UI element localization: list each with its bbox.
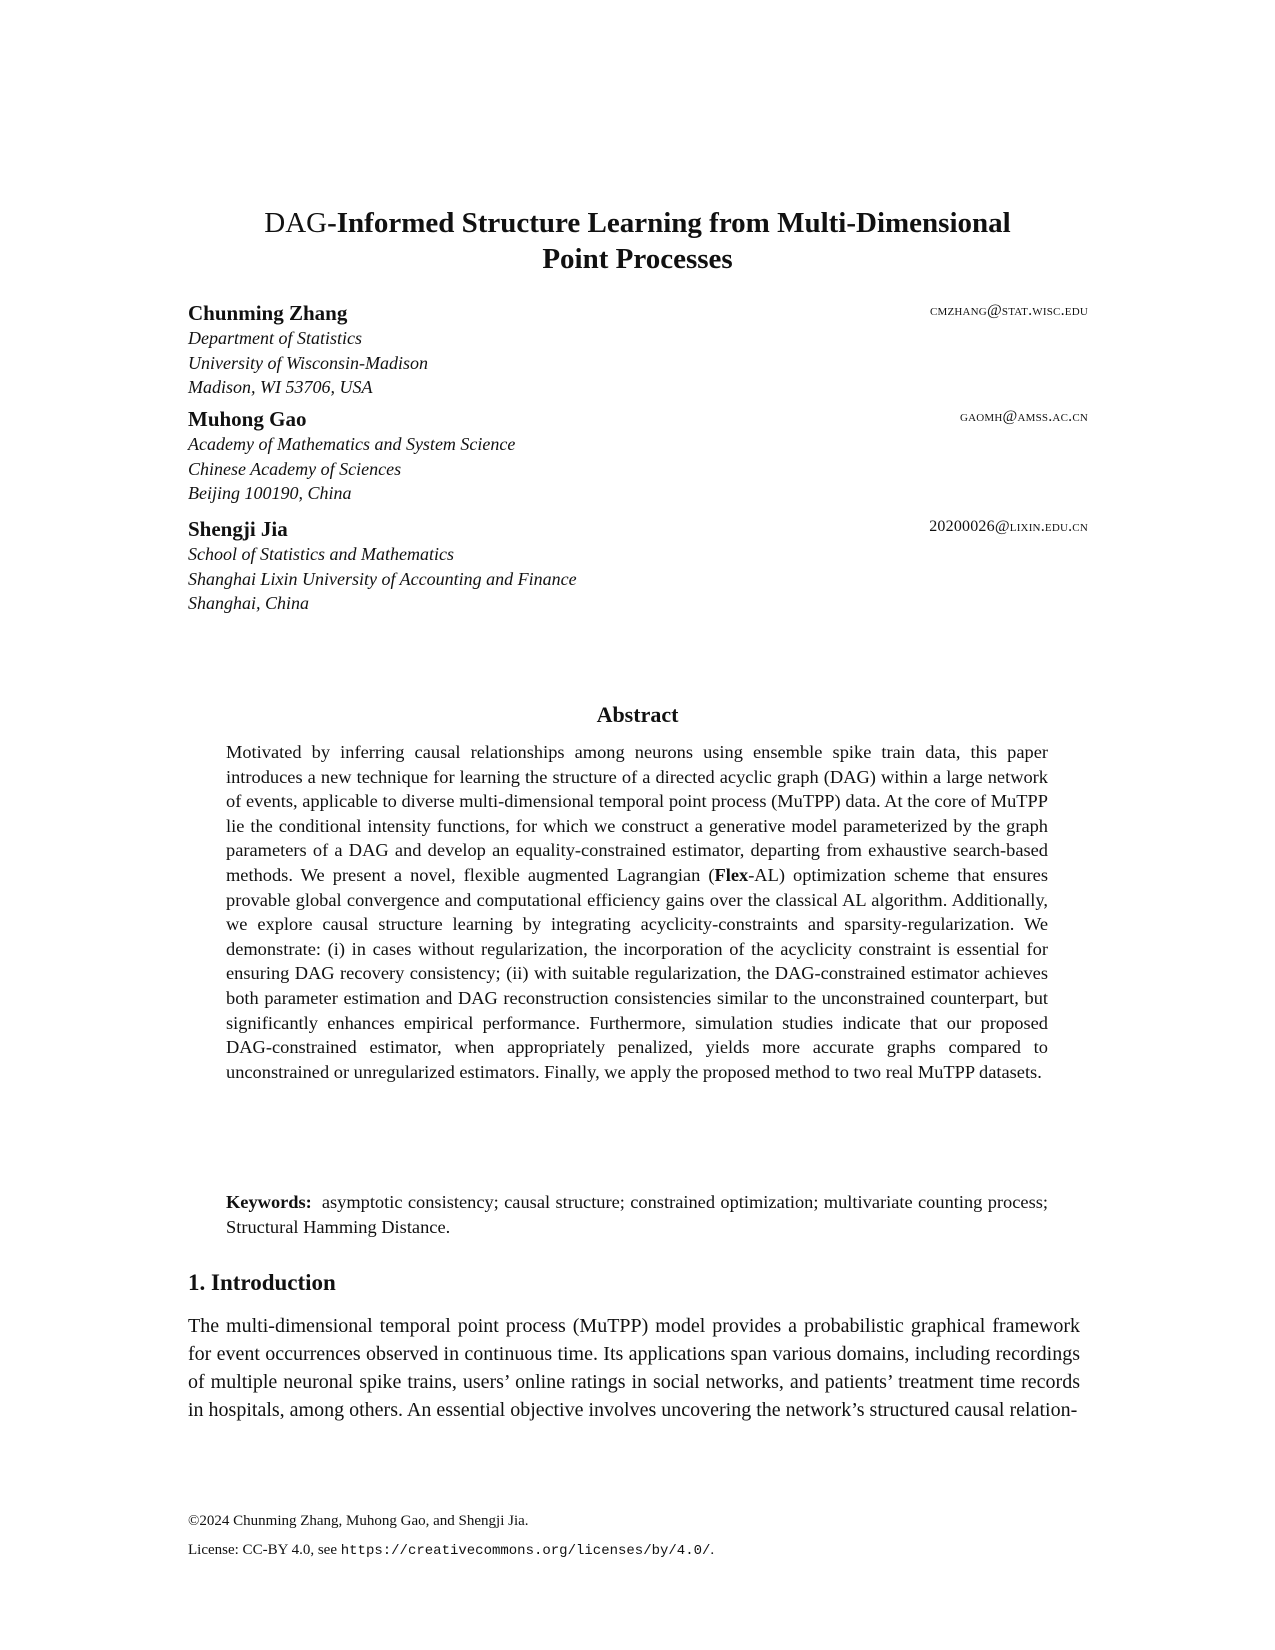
author-affiliation-line: Shanghai, China [188,593,310,613]
license-suffix: . [710,1542,715,1558]
author-name: Chunming Zhang [188,301,348,325]
author-block-1 [188,300,1088,400]
license-notice [188,1542,1088,1559]
author-affiliation-line: Beijing 100190, China [188,483,352,503]
license-prefix: License: CC-BY 4.0, see [188,1542,341,1558]
author-affiliation-line: School of Statistics and Mathematics [188,544,454,564]
author-name: Muhong Gao [188,407,307,431]
author-email[interactable]: gaomh@amss.ac.cn [959,408,1088,425]
abstract-bold-term: Flex [714,864,749,885]
paper-title [180,205,1095,277]
author-affiliation-line: Chinese Academy of Sciences [188,458,402,479]
title-prefix: DAG [264,207,328,239]
keywords-text: asymptotic consistency; causal structure; constrained optimization; multivariate counting process; Structural Hamming Distance. [226,1192,1048,1237]
author-block-2 [188,406,1088,506]
keywords [226,1190,1048,1239]
author-affiliation-line: University of Wisconsin-Madison [188,352,428,373]
author-affiliation-line: Madison, WI 53706, USA [188,377,373,397]
author-name: Shengji Jia [188,517,288,541]
section-heading-introduction: 1. Introduction [188,1270,336,1295]
author-block-3 [188,516,1088,616]
title-line2: Point Processes [542,243,733,275]
abstract-text-part-2: -AL) optimization scheme that ensures provable global convergence and computational efficiency gains over the classical AL algorithm. Additionally, we explore causal structure learning by integrating acyclicity-constraints and sparsity-regularization. We demonstrate: (i) in cases without regularization, the incorporation of the acyclicity constraint is essential for ensuring DAG recovery consistency; (ii) with suitable regularization, the DAG-constrained estimator achieves both parameter estimation and DAG reconstruction consistencies similar to the unconstrained counterpart, but significantly enhances empirical performance. Furthermore, simulation studies indicate that our proposed DAG-constrained estimator, when appropriately penalized, yields more accurate graphs compared to unconstrained or unregularized estimators. Finally, we apply the proposed method to two real MuTPP datasets. [226,864,1048,1082]
author-affiliation-line: Department of Statistics [188,328,362,348]
abstract-text-part-1: Motivated by inferring causal relationships among neurons using ensemble spike train data, this paper introduces a new technique for learning the structure of a directed acyclic graph (DAG) within a large network of events, applicable to diverse multi-dimensional temporal point process (MuTPP) data. At the core of MuTPP lie the conditional intensity functions, for which we construct a generative model parameterized by the graph parameters of a DAG and develop an equality-constrained estimator, departing from exhaustive search-based methods. We present a novel, flexible augmented Lagrangian ( [226,742,1048,885]
author-email[interactable]: 20200026@lixin.edu.cn [929,518,1088,535]
keywords-label: Keywords: [226,1192,312,1212]
license-link[interactable]: https://creativecommons.org/licenses/by/4.0/ [340,1543,711,1559]
author-affiliation-line: Academy of Mathematics and System Science [188,434,516,454]
abstract-heading: Abstract [596,702,679,727]
title-line1-rest: -Informed Structure Learning from Multi-Dimensional [327,207,1011,239]
introduction-text: The multi-dimensional temporal point process (MuTPP) model provides a probabilistic graphical framework for event occurrences observed in continuous time. Its applications span various domains, including recordings of multiple neuronal spike trains, users’ online ratings in social networks, and patients’ treatment time records in hospitals, among others. An essential objective involves uncovering the network’s structured causal relation- [188,1315,1080,1421]
author-affiliation-line: Shanghai Lixin University of Accounting and Finance [188,568,577,589]
author-email[interactable]: cmzhang@stat.wisc.edu [929,302,1088,319]
copyright-notice: ©2024 Chunming Zhang, Muhong Gao, and Shengji Jia. [188,1513,529,1529]
abstract-text [226,740,1048,1084]
